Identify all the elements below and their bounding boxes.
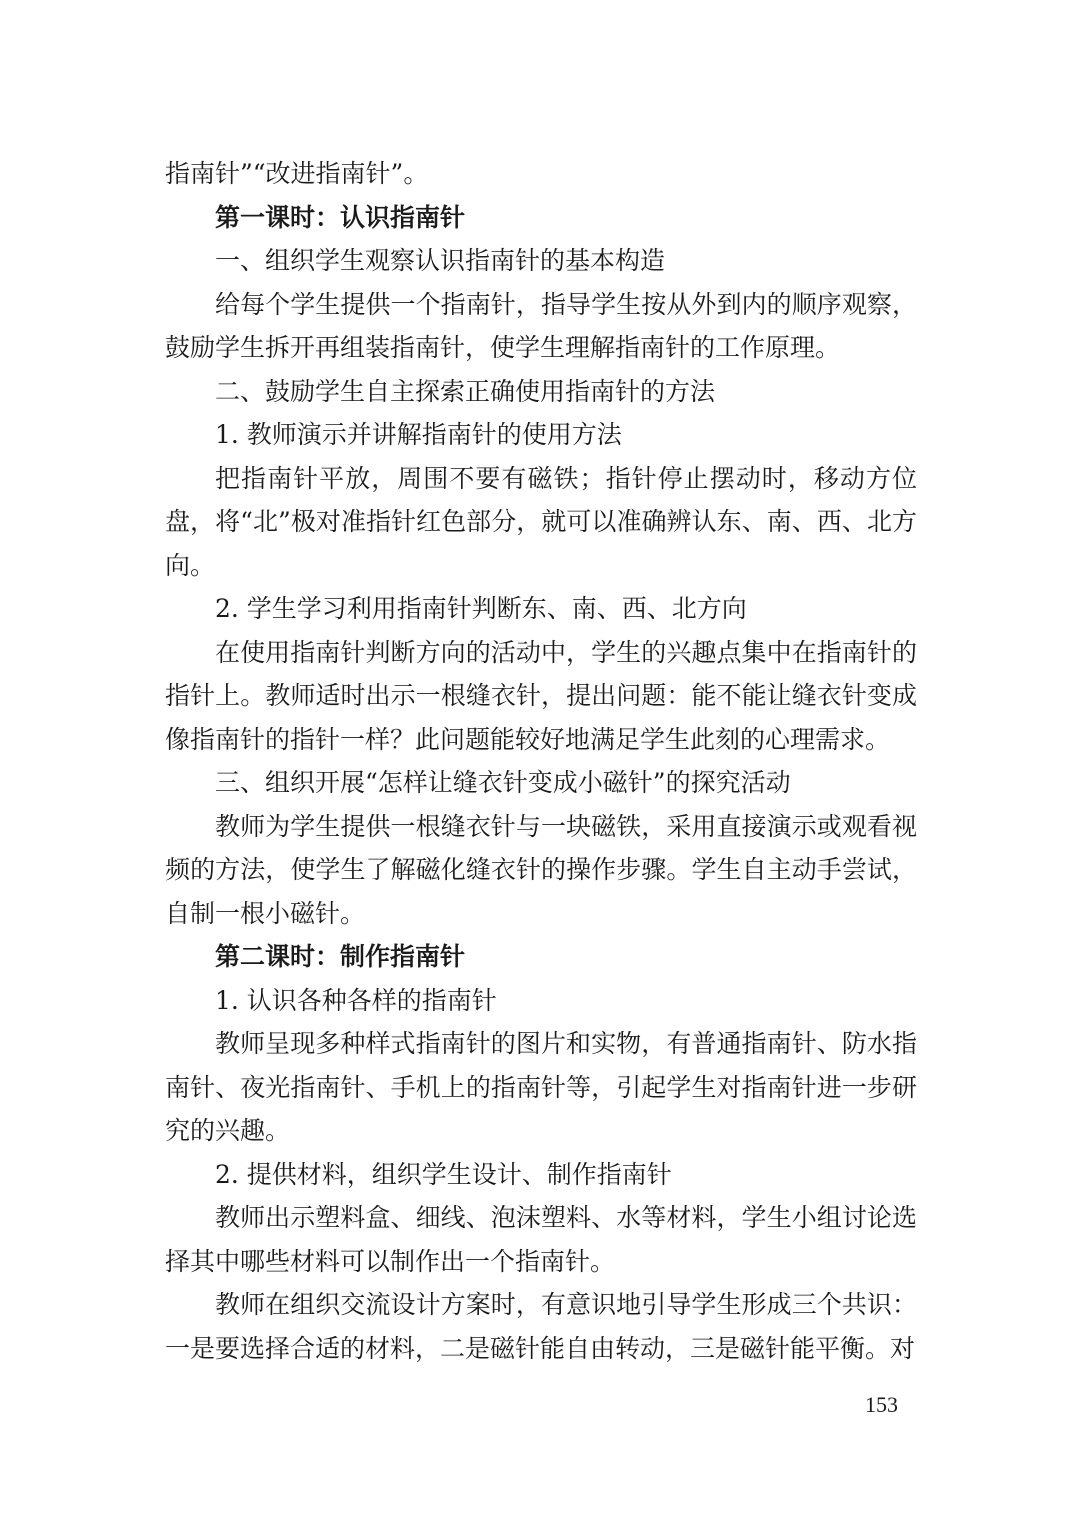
- subsection-heading: 2. 学生学习利用指南针判断东、南、西、北方向: [215, 594, 747, 623]
- lesson-one-heading: 第一课时：认识指南针: [215, 202, 466, 232]
- paragraph: 教师为学生提供一根缝衣针与一块磁铁，采用直接演示或观看视频的方法，使学生了解磁化缝衣针的操作步骤。学生自主动手尝试，自制一根小磁针。: [165, 811, 917, 928]
- paragraph: 教师在组织交流设计方案时，有意识地引导学生形成三个共识：一是要选择合适的材料，二是磁针能自由转动，三是磁针能平衡。对: [165, 1290, 917, 1363]
- paragraph-continuation: 指南针”“改进指南针”。: [165, 159, 429, 188]
- page-number: 153: [865, 1392, 898, 1417]
- paragraph: 教师出示塑料盒、细线、泡沫塑料、水等材料，学生小组讨论选择其中哪些材料可以制作出一个指南针。: [165, 1203, 917, 1276]
- lesson-two-heading: 第二课时：制作指南针: [215, 942, 466, 971]
- subsection-heading: 2. 提供材料，组织学生设计、制作指南针: [215, 1159, 672, 1189]
- paragraph: 给每个学生提供一个指南针，指导学生按从外到内的顺序观察，鼓励学生拆开再组装指南针，使学生理解指南针的工作原理。: [165, 289, 917, 362]
- subsection-heading: 1. 教师演示并讲解指南针的使用方法: [215, 420, 622, 449]
- section-heading-1: 一、组织学生观察认识指南针的基本构造: [215, 246, 666, 275]
- section-heading-3: 三、组织开展“怎样让缝衣针变成小磁针”的探究活动: [215, 768, 791, 797]
- paragraph: 把指南针平放，周围不要有磁铁；指针停止摆动时，移动方位盘，将“北”极对准指针红色部分，就可以准确辨认东、南、西、北方向。: [165, 463, 917, 580]
- section-heading-2: 二、鼓励学生自主探索正确使用指南针的方法: [215, 376, 716, 406]
- paragraph: 教师呈现多种样式指南针的图片和实物，有普通指南针、防水指南针、夜光指南针、手机上的指南针等，引起学生对指南针进一步研究的兴趣。: [165, 1029, 917, 1145]
- paragraph: 在使用指南针判断方向的活动中，学生的兴趣点集中在指南针的指针上。教师适时出示一根缝衣针，提出问题：能不能让缝衣针变成像指南针的指针一样？此问题能较好地满足学生此刻的心理需求。: [165, 637, 917, 754]
- subsection-heading: 1. 认识各种各样的指南针: [215, 985, 497, 1015]
- body-text: [165, 152, 917, 1370]
